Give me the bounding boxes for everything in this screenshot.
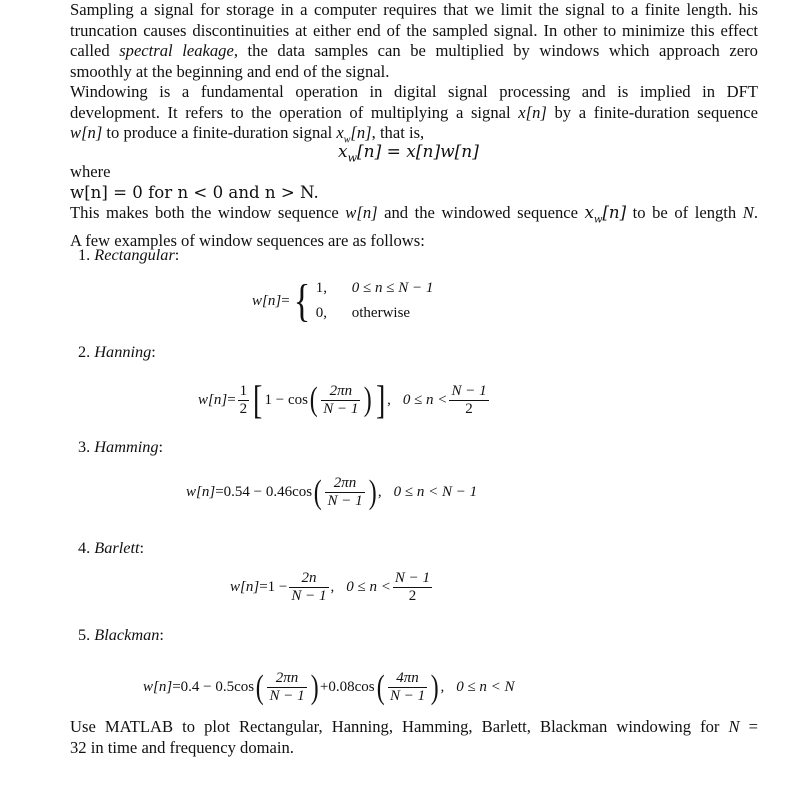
intro-paragraph (70, 0, 758, 151)
barlett-equation: w[n]=1 − $\frac{2n}{N - 1}$ , 0 ≤ n < $\frac{N - 1}{2}$ (230, 570, 431, 604)
window-label-blackman: 5. Blackman: (78, 625, 164, 644)
main-equation: $x_w[n] = x[n]w[n]$ (338, 142, 479, 165)
where-paragraph (70, 162, 758, 251)
task-line-2: 32 in time and frequency domain. (70, 737, 294, 757)
where-label: where (70, 162, 111, 181)
intro-line-1: Sampling a signal for storage in a computer requires that we limit the signal to a finite length. his (70, 0, 758, 19)
where-line-2: A few examples of window sequences are as follows: (70, 230, 425, 250)
windowing-line-3: w[n] to produce a finite-duration signal $x_w[n]$, that is, (70, 123, 425, 146)
task-paragraph (70, 717, 758, 758)
windowing-line-1: Windowing is a fundamental operation in digital signal processing and is implied in DFT (70, 82, 758, 101)
window-label-rectangular: 1. Rectangular: (78, 245, 180, 264)
window-label-hamming: 3. Hamming: (78, 437, 164, 456)
rectangular-equation: w[n]={ 1, 0 ≤ n ≤ N − 1 0, otherwise (252, 275, 434, 326)
blackman-equation: w[n]=0.4 − 0.5cos( $\frac{2\pi n}{N - 1}$ ) +0.08cos( $\frac{4\pi n}{N - 1}$ ) , 0 ≤ n < N (143, 668, 515, 706)
window-label-hanning: 2. Hanning: (78, 342, 156, 361)
window-label-barlett: 4. Barlett: (78, 538, 145, 557)
intro-line-3: called spectral leakage, the data samples can be multiplied by windows which approach zero (70, 41, 758, 60)
windowing-line-2: development. It refers to the operation of multiplying a signal x[n] by a finite-duration sequence (70, 102, 758, 122)
intro-line-4: smoothly at the beginning and end of the signal. (70, 61, 390, 81)
spectral-leakage-term: spectral leakage (119, 41, 234, 60)
intro-line-2: truncation causes discontinuities at either end of the sampled signal. In other to minimize this effect (70, 20, 758, 40)
where-line-1: This makes both the window sequence w[n] and the windowed sequence $x_w[n]$ to be of length N. (70, 203, 758, 226)
hanning-equation: w[n]= $\frac{1}{2}$ [ 1 − cos( $\frac{2\pi n}{N - 1}$ )] , 0 ≤ n < $\frac{N - 1}{2}$ (198, 377, 487, 422)
where-condition: w[n] = 0 for n < 0 and n > N. (70, 182, 319, 202)
task-line-1: Use MATLAB to plot Rectangular, Hanning, Hamming, Barlett, Blackman windowing for N = (70, 717, 758, 736)
hamming-equation: w[n]=0.54 − 0.46cos( $\frac{2\pi n}{N - 1}$ ) , 0 ≤ n < N − 1 (186, 473, 478, 511)
